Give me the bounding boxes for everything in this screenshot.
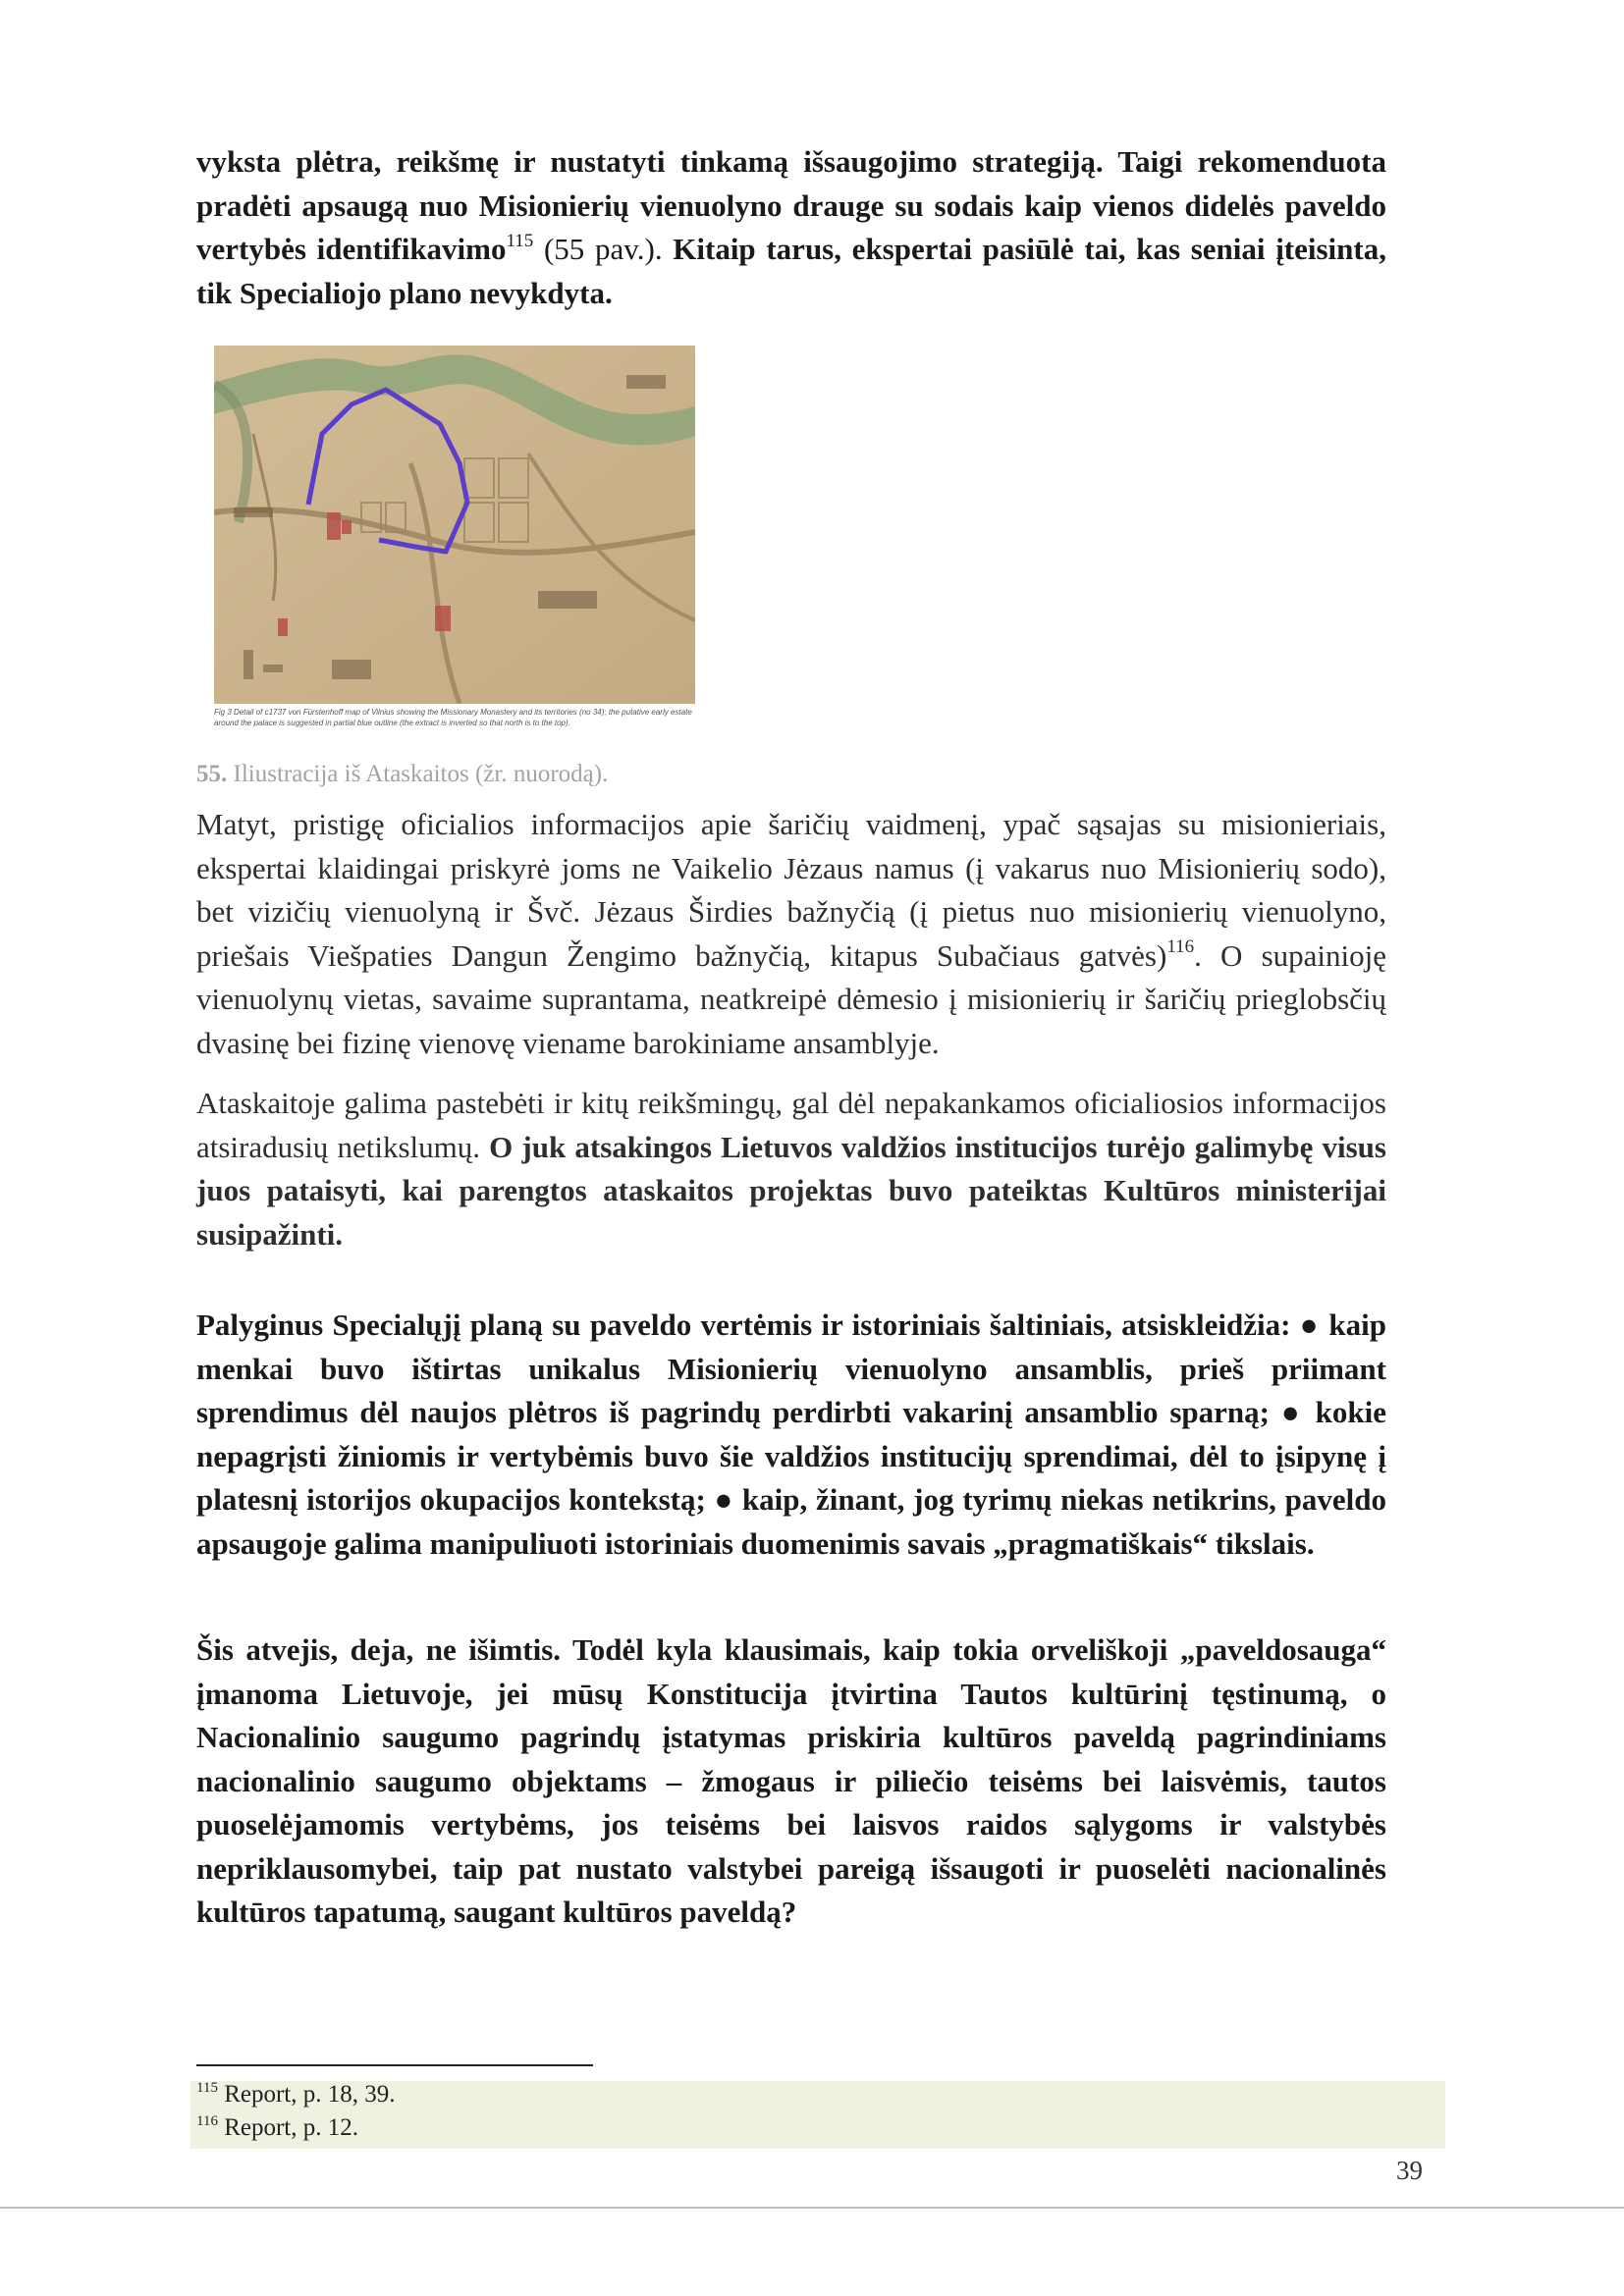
footnotes-area (190, 2081, 1445, 2149)
footnote-number: 116 (196, 2112, 218, 2129)
paragraph-1-figure-ref: (55 pav.). (533, 232, 674, 266)
paragraph-2 (196, 803, 1386, 1065)
figure-caption-text: Iliustracija iš Ataskaitos (žr. nuorodą). (227, 761, 609, 787)
page-bottom-rule (0, 2207, 1624, 2209)
paragraph-2-text-cont: . O supainioję vienuolynų vietas, savaime suprantama, neatkreipė dėmesio į misionierių ir šaričių prieglobsčių dvasinę bei fizinę vienovę viename barokiniame ansamblyje. (196, 937, 1387, 1060)
footnote-ref-115[interactable]: 115 (506, 230, 534, 251)
map-paper (214, 346, 695, 704)
paragraph-3-text: Ataskaitoje galima pastebėti ir kitų reikšmingų, gal dėl nepakankamos oficialiosios informacijos atsiradusių netikslumų. (196, 1086, 1386, 1164)
paragraph-5: Šis atvejis, deja, ne išimtis. Todėl kyla klausimais, kaip tokia orveliškoji „paveldosauga“ įmanoma Lietuvoje, jei mūsų Konstitucija įtvirtina Tautos kultūrinį tęstinumą, o Nacionalinio saugumo pagrindų įstatymas priskiria kultūros paveldą pagrindiniams nacionalinio saugumo objektams – žmogaus ir piliečio teisėms bei laisvėmis, tautos puoselėjamomis vertybėms, jos teisėms bei laisvos raidos sąlygoms ir valstybės nepriklausomybei, taip pat nustato valstybei pareigą išsaugoti ir puoselėti nacionalinės kultūros tapatumą, saugant kultūros paveldą? (196, 1632, 1386, 1929)
paragraph-1-bold-end: Kitaip tarus, ekspertai pasiūlė tai, kas seniai įteisinta, tik Specialiojo plano nevykdyta. (196, 232, 1386, 310)
paragraph-1 (196, 140, 1386, 315)
footnote-separator (196, 2064, 593, 2066)
footnote-ref-116[interactable]: 116 (1166, 936, 1195, 958)
figure-caption-number: 55. (196, 761, 228, 787)
footnote-text: Report, p. 12. (217, 2114, 358, 2141)
map-caption: Fig 3 Detail of c1737 von Fürstenhoff map of Vilnius showing the Missionary Monastery and its territories (no 34); the putative early estate around the palace is suggested in partial blue outline (the extract is inverted so that north is to the top). (214, 708, 692, 727)
paragraph-2-text: Matyt, pristigę oficialios informacijos apie šaričių vaidmenį, ypač sąsajas su misionieriais, ekspertai klaidingai priskyrė joms ne Vaikelio Jėzaus namus (į vakarus nuo Misionierių sodo), bet vizičių vienuolyną ir Švč. Jėzaus Širdies bažnyčią (į pietus nuo misionierių vienuolyno, priešais Viešpaties Dangun Žengimo bažnyčią, kitapus Subačiaus gatvės) (196, 807, 1386, 973)
paragraph-3-bold: O juk atsakingos Lietuvos valdžios institucijos turėjo galimybę visus juos pataisyti, kai parengtos ataskaitos projektas buvo pateiktas Kultūros ministerijai susipažinti. (196, 1129, 1386, 1252)
footnote-number: 115 (196, 2079, 218, 2096)
map-image (214, 346, 695, 747)
paragraph-1-bold-start: vyksta plėtra, reikšmę ir nustatyti tinkamą išsaugojimo strategiją. Taigi rekomenduota pradėti apsaugą nuo Misionierių vienuolyno drauge su sodais kaip vienos didelės paveldo vertybės identifikavimo (196, 144, 1386, 266)
figure-caption (196, 761, 608, 788)
historic-map-figure (214, 346, 695, 747)
paragraph-4: Palyginus Specialųjį planą su paveldo vertėmis ir istoriniais šaltiniais, atsiskleidžia: ● kaip menkai buvo ištirtas unikalus Misionierių vienuolyno ansamblis, prieš priimant sprendimus dėl naujos plėtros iš pagrindų perdirbti vakarinį ansamblio sparną; ● kokie nepagrįsti žiniomis ir vertybėmis buvo šie valdžios institucijų sprendimai, dėl to įsipynę į platesnį istorijos okupacijos kontekstą; ● kaip, žinant, jog tyrimų niekas netikrins, paveldo apsaugoje galima manipuliuoti istoriniais duomenimis savais „pragmatiškais“ tikslais. (196, 1308, 1386, 1561)
footnote-116 (196, 2114, 358, 2142)
paragraph-3 (196, 1082, 1386, 1256)
page-number: 39 (1396, 2156, 1423, 2185)
footnote-text: Report, p. 18, 39. (217, 2081, 396, 2108)
footnote-115 (196, 2081, 396, 2109)
